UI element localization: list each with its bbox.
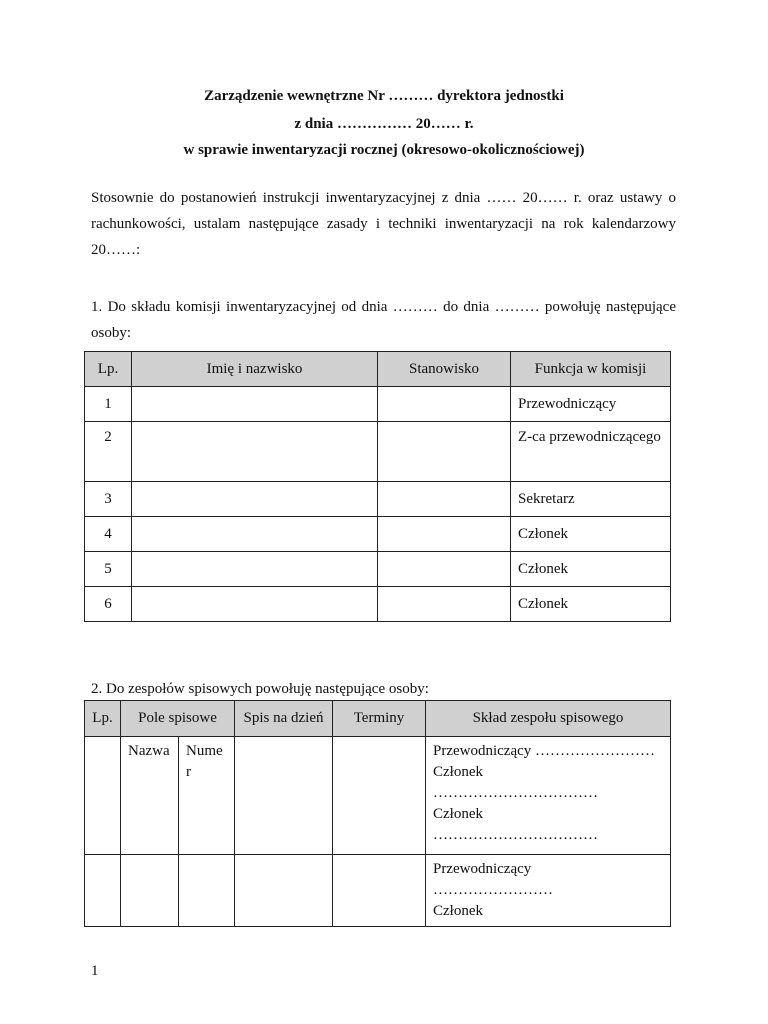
name-cell [132, 387, 378, 422]
inventory-date-cell [235, 737, 333, 855]
position-cell [378, 552, 511, 587]
section2-text: 2. Do zespołów spisowych powołuję następujące osoby: [91, 681, 429, 697]
header-name: Imię i nazwisko [132, 352, 378, 387]
intro-paragraph: Stosownie do postanowień instrukcji inwentaryzacyjnej z dnia …… 20…… r. oraz ustawy o rachunkowości, ustalam następujące zasady i techniki inwentaryzacji na rok kalendarzowy 20……: [91, 190, 676, 258]
name-cell [132, 587, 378, 622]
row-lp: 6 [85, 587, 132, 622]
header-lp: Lp. [85, 352, 132, 387]
member-label: Członek [433, 806, 483, 822]
name-cell [132, 517, 378, 552]
function-cell: Z-ca przewodniczącego [511, 422, 671, 482]
row-lp [85, 737, 121, 855]
field-number-cell [179, 855, 235, 927]
position-cell [378, 517, 511, 552]
field-number-cell: Numer [179, 737, 235, 855]
member-dots: …………………………… [433, 785, 598, 801]
table-row [85, 387, 671, 422]
document-title-subject: w sprawie inwentaryzacji rocznej (okresowo-okolicznościowej) [183, 142, 585, 158]
terms-cell [333, 855, 426, 927]
teams-table-header [85, 701, 671, 737]
section1-text: 1. Do składu komisji inwentaryzacyjnej od dnia ……… do dnia ……… powołuję następujące osoby: [91, 299, 676, 341]
chair-label: Przewodniczący [433, 861, 532, 877]
row-lp: 1 [85, 387, 132, 422]
position-cell [378, 387, 511, 422]
commission-table [84, 351, 671, 622]
member-label: Członek [433, 903, 483, 919]
row-lp: 3 [85, 482, 132, 517]
function-cell: Członek [511, 517, 671, 552]
table-row [85, 422, 671, 482]
position-cell [378, 587, 511, 622]
header-position: Stanowisko [378, 352, 511, 387]
table-row [85, 552, 671, 587]
team-cell [426, 737, 671, 855]
name-cell [132, 422, 378, 482]
document-title-line1: Zarządzenie wewnętrzne Nr ……… dyrektora jednostki [204, 88, 564, 104]
commission-table-header [85, 352, 671, 387]
header-lp: Lp. [85, 701, 121, 737]
position-cell [378, 482, 511, 517]
header-team: Skład zespołu spisowego [426, 701, 671, 737]
name-cell [132, 552, 378, 587]
position-cell [378, 422, 511, 482]
inventory-date-cell [235, 855, 333, 927]
chair-dots: …………………… [433, 882, 553, 898]
table-row [85, 517, 671, 552]
header-function: Funkcja w komisji [511, 352, 671, 387]
name-cell [132, 482, 378, 517]
header-terms: Terminy [333, 701, 426, 737]
field-name-cell: Nazwa [121, 737, 179, 855]
row-lp: 5 [85, 552, 132, 587]
row-lp [85, 855, 121, 927]
header-date: Spis na dzień [235, 701, 333, 737]
member-dots: …………………………… [433, 827, 598, 843]
member-label: Członek [433, 764, 483, 780]
terms-cell [333, 737, 426, 855]
field-name-cell [121, 855, 179, 927]
header-field: Pole spisowe [121, 701, 235, 737]
team-cell [426, 855, 671, 927]
document-title-date: z dnia …………… 20…… r. [294, 116, 474, 132]
row-lp: 4 [85, 517, 132, 552]
inventory-teams-table [84, 700, 671, 927]
table-row [85, 482, 671, 517]
row-lp: 2 [85, 422, 132, 482]
function-cell: Członek [511, 552, 671, 587]
chair-line: Przewodniczący …………………… [433, 743, 656, 759]
table-row [85, 855, 671, 927]
function-cell: Sekretarz [511, 482, 671, 517]
table-row [85, 587, 671, 622]
page-number: 1 [91, 963, 99, 979]
function-cell: Członek [511, 587, 671, 622]
table-row [85, 737, 671, 855]
function-cell: Przewodniczący [511, 387, 671, 422]
